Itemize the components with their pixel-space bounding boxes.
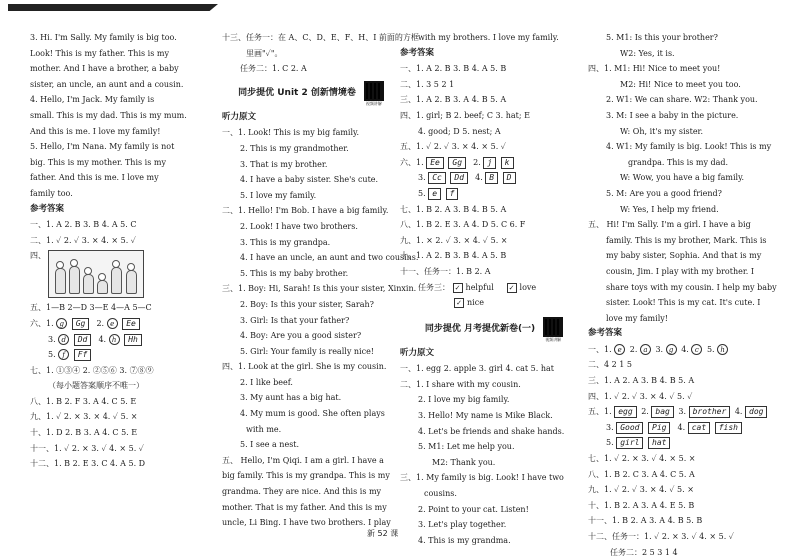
answer-line: 七、1. B 2. A 3. B 4. B 5. A bbox=[400, 204, 507, 214]
transcript-line: 3. That is my brother. bbox=[240, 159, 328, 169]
transcript-line: 3. This is my grandpa. bbox=[240, 237, 331, 247]
written-word: dog bbox=[745, 406, 767, 418]
item-number: 4. bbox=[681, 344, 689, 354]
text-line: my baby sister, Sophia. And that is my bbox=[606, 251, 762, 261]
qr-code[interactable] bbox=[543, 317, 563, 342]
transcript-line: 2. This is my grandmother. bbox=[240, 143, 349, 153]
written-letters: Hh bbox=[124, 334, 142, 346]
item-number: 一、1. bbox=[588, 344, 612, 354]
item-number: 2. bbox=[96, 318, 105, 328]
transcript-line: 5. This is my baby brother. bbox=[240, 268, 349, 278]
item-number: 六、1. bbox=[30, 318, 54, 328]
item-number: 3. bbox=[48, 334, 56, 344]
text-line: father. And this is me. I love my bbox=[30, 173, 159, 183]
answers-heading: 参考答案 bbox=[400, 47, 435, 58]
answer-line: 4. good; D 5. nest; A bbox=[418, 126, 501, 136]
text-line: family. This is my brother, Mark. This is bbox=[606, 235, 767, 245]
answer-line: 三、1. A 2. A 3. B 4. B 5. A bbox=[588, 376, 695, 386]
text-line: uncle, Li Bing. I have two brothers. I play bbox=[222, 518, 391, 528]
written-word: Pig bbox=[648, 422, 670, 434]
circled-letter: g bbox=[56, 318, 67, 329]
transcript-line: 一、1. egg 2. apple 3. girl 4. cat 5. hat bbox=[400, 364, 554, 374]
answer-letters-row bbox=[400, 155, 588, 171]
transcript-line: M2: Hi! Nice to meet you too. bbox=[620, 79, 741, 89]
transcript-line: 4. I have an uncle, an aunt and two cousins. bbox=[240, 253, 419, 263]
transcript-line: 四、1. Look at the girl. She is my cousin. bbox=[222, 362, 387, 372]
check-mark-icon: ✓ bbox=[507, 283, 517, 293]
item-number: 2. bbox=[473, 157, 481, 167]
answer-line: 九、1. × 2. ✓ 3. × 4. ✓ 5. × bbox=[400, 235, 508, 245]
item-number: 5. bbox=[48, 350, 56, 360]
transcript-line: 5. I love my family. bbox=[240, 190, 317, 200]
checkbox-word: nice bbox=[467, 298, 484, 308]
circled-letter: e bbox=[107, 318, 118, 329]
item-number: 3. bbox=[418, 173, 426, 183]
written-letters: Gg bbox=[72, 318, 90, 330]
transcript-line: 5. Girl: Your family is really nice! bbox=[240, 346, 375, 356]
text-line: 五、 Hello, I'm Qiqi. I am a girl. I have a bbox=[222, 455, 384, 465]
transcript-line: 3. My aunt has a big hat. bbox=[240, 393, 342, 403]
text-line: And this is me. I love my family! bbox=[30, 126, 161, 136]
passage-5 bbox=[30, 139, 226, 201]
task-line: 任务二：1. C 2. A bbox=[240, 64, 307, 74]
item-number: 3. bbox=[678, 407, 687, 417]
written-letters: Gg bbox=[448, 157, 466, 169]
transcript-line: 5. M: Are you a good friend? bbox=[606, 188, 722, 198]
answer-line: 十、1. D 2. B 3. A 4. C 5. E bbox=[30, 428, 138, 438]
item-number: 4. bbox=[475, 173, 483, 183]
answer-line: 十一、1. ✓ 2. × 3. ✓ 4. × 5. ✓ bbox=[30, 443, 144, 453]
text-line: sister, an uncle, an aunt and a cousin. bbox=[30, 79, 184, 89]
task-line: 十三、任务一：在 A、C、D、E、F、H、I 前面的方框 bbox=[222, 33, 419, 42]
answer-line: 一、1. A 2. B 3. B 4. A 5. C bbox=[30, 220, 137, 230]
column-1 bbox=[30, 30, 226, 472]
written-word: bag bbox=[651, 406, 673, 418]
circled-letter: c bbox=[691, 344, 702, 355]
answer-line: 一、1. A 2. B 3. B 4. A 5. B bbox=[400, 64, 507, 74]
transcript-line: 3. Girl: Is that your father? bbox=[240, 315, 350, 325]
text-line: 4. Hello, I'm Jack. My family is bbox=[30, 95, 155, 105]
circled-letter: e bbox=[614, 344, 625, 355]
transcript-line: 二、1. Hello! I'm Bob. I have a big family. bbox=[222, 206, 389, 216]
transcript-line: 4. Let's be friends and shake hands. bbox=[418, 426, 565, 436]
written-letters: e bbox=[428, 188, 441, 200]
top-decoration-bar bbox=[8, 4, 218, 11]
transcript-line: 2. Look! I have two brothers. bbox=[240, 221, 358, 231]
transcript-line: 4. I have a baby sister. She's cute. bbox=[240, 175, 379, 185]
transcript-line: 三、1. Boy: Hi, Sarah! Is this your sister, Xinxin. bbox=[222, 284, 417, 294]
answer-line: 七、1. ✓ 2. × 3. ✓ 4. × 5. × bbox=[588, 454, 696, 464]
text-line: share toys with my cousin. I help my baby bbox=[606, 282, 777, 292]
checkbox-word: love bbox=[519, 282, 537, 292]
transcript-line: 5. M1: Is this your brother? bbox=[606, 33, 718, 42]
written-letters: j bbox=[483, 157, 496, 169]
answer-line: 任务二：2 5 3 1 4 bbox=[610, 547, 678, 557]
text-line: with my brothers. I love my family. bbox=[418, 33, 559, 42]
task-line: 里画"✓"。 bbox=[246, 48, 283, 58]
written-letters: Dd bbox=[74, 334, 92, 346]
transcript-line: 一、1. Look! This is my big family. bbox=[222, 128, 360, 138]
text-line: small. This is my dad. This is my mum. bbox=[30, 110, 187, 120]
answer-words-row bbox=[588, 404, 788, 420]
circled-letter: d bbox=[58, 334, 69, 345]
item-number: 4. bbox=[734, 407, 743, 417]
written-letters: Dd bbox=[450, 172, 468, 184]
qr-code[interactable] bbox=[364, 81, 384, 106]
text-line: mother. And I have a brother, a baby bbox=[30, 64, 179, 74]
written-letters: B bbox=[485, 172, 498, 184]
answer-line: 五、1—B 2—D 3—E 4—A 5—C bbox=[30, 303, 152, 313]
text-line: grandma. They are nice. And this is my bbox=[222, 487, 382, 497]
page-number-suffix: 课 bbox=[390, 529, 399, 538]
answers-heading: 参考答案 bbox=[30, 203, 65, 214]
listening-heading: 听力原文 bbox=[400, 347, 435, 358]
item-number: 2. bbox=[641, 407, 649, 417]
qr-label: 视频讲解 bbox=[365, 100, 382, 106]
answer-line: 七、1. ①③④ 2. ②⑤⑥ 3. ⑦⑧⑨ bbox=[30, 365, 154, 375]
written-letters: Cc bbox=[428, 172, 446, 184]
transcript-line: W: Oh, it's my sister. bbox=[620, 126, 704, 136]
written-word: egg bbox=[614, 406, 636, 418]
answer-letters-row bbox=[400, 170, 588, 186]
answer-line: 四、1. girl; B 2. beef; C 3. hat; E bbox=[400, 110, 530, 120]
item-number: 5. bbox=[418, 188, 426, 198]
answer-line: 十一、1. B 2. A 3. A 4. B 5. B bbox=[588, 516, 703, 526]
answer-line: 二、4 2 1 5 bbox=[588, 360, 632, 370]
transcript-line: 4. This is my grandma. bbox=[418, 535, 511, 545]
page-number bbox=[367, 528, 398, 539]
written-word: brother bbox=[689, 406, 731, 418]
written-letters: Ee bbox=[426, 157, 444, 169]
transcript-line: W2: Yes, it is. bbox=[620, 48, 675, 58]
answer-line: 八、1. B 2. C 3. A 4. C 5. A bbox=[588, 469, 695, 479]
text-line: big. This is my mother. This is my bbox=[30, 157, 166, 167]
check-mark-icon: ✓ bbox=[453, 283, 463, 293]
transcript-line: with me. bbox=[246, 424, 282, 434]
transcript-line: W: Wow, you have a big family. bbox=[620, 173, 745, 183]
circled-letter: h bbox=[109, 334, 120, 345]
answer-line: 十一、任务一：1. B 2. A bbox=[400, 266, 491, 276]
written-word: Good bbox=[616, 422, 643, 434]
answer-line: 十二、任务一：1. ✓ 2. × 3. ✓ 4. × 5. ✓ bbox=[588, 532, 734, 541]
text-line: mother. That is my father. And this is my bbox=[222, 502, 387, 512]
text-line: sister. Look! This is my cat. It's cute. I bbox=[606, 298, 761, 308]
circled-letter: f bbox=[58, 349, 69, 360]
answer-letters-row bbox=[30, 316, 226, 332]
written-word: girl bbox=[616, 437, 643, 449]
transcript-line: 4. W1: My family is big. Look! This is my bbox=[606, 142, 772, 152]
transcript-line: 四、1. M1: Hi! Nice to meet you! bbox=[588, 64, 721, 74]
transcript-line: grandpa. This is my dad. bbox=[628, 157, 729, 167]
transcript-line: 2. Point to your cat. Listen! bbox=[418, 504, 529, 514]
family-picture-image bbox=[48, 250, 144, 298]
item-number: 2. bbox=[629, 344, 638, 354]
item-number: 六、1. bbox=[400, 157, 424, 167]
transcript-line: 4. My mum is good. She often plays bbox=[240, 409, 385, 419]
answer-letters-row bbox=[400, 186, 588, 202]
transcript-line: 2. I love my big family. bbox=[418, 395, 510, 405]
column-4 bbox=[588, 30, 788, 560]
transcript-line: 三、1. My family is big. Look! I have two bbox=[400, 473, 564, 483]
answer-line: 十、1. B 2. A 3. A 4. E 5. B bbox=[588, 500, 695, 510]
check-mark-icon: ✓ bbox=[454, 298, 464, 308]
answer-line: 三、1. A 2. B 3. A 4. B 5. A bbox=[400, 95, 507, 105]
transcript-line: 二、1. I share with my cousin. bbox=[400, 379, 521, 389]
transcript-line: cousins. bbox=[424, 489, 457, 499]
item-number: 5. bbox=[706, 344, 715, 354]
task-label: 任务三： bbox=[418, 282, 450, 292]
text-line: cousin, Jim. I play with my brother. I bbox=[606, 266, 755, 276]
answer-line: 九、1. ✓ 2. ✓ 3. × 4. ✓ 5. × bbox=[588, 485, 694, 495]
transcript-line: 2. Boy: Is this your sister, Sarah? bbox=[240, 299, 374, 309]
section-title-row bbox=[400, 317, 588, 342]
written-letters: Ee bbox=[122, 318, 140, 330]
passage-5 bbox=[588, 217, 788, 326]
answer-line: 十、1. A 2. B 3. B 4. A 5. B bbox=[400, 251, 507, 261]
answer-checkbox-row bbox=[400, 295, 588, 311]
column-3 bbox=[400, 30, 588, 548]
answer-checkbox-row bbox=[400, 280, 588, 296]
transcript-line: 2. W1: We can share. W2: Thank you. bbox=[606, 95, 758, 105]
answer-line: 五、1. ✓ 2. ✓ 3. × 4. × 5. ✓ bbox=[400, 142, 506, 152]
transcript-line: 2. I like beef. bbox=[240, 377, 293, 387]
passage-5 bbox=[222, 453, 400, 531]
answer-picture-row bbox=[30, 248, 226, 300]
section-title-row bbox=[222, 81, 400, 106]
answer-words-row bbox=[588, 435, 788, 451]
answer-note: （每小题答案顺序不唯一） bbox=[48, 381, 144, 391]
text-line: big family. This is my grandpa. This is my bbox=[222, 471, 390, 481]
transcript-line: 3. M: I see a baby in the picture. bbox=[606, 110, 739, 120]
text-line: Look! This is my father. This is my bbox=[30, 48, 169, 58]
text-line: family too. bbox=[30, 188, 73, 198]
qr-code-icon bbox=[364, 81, 384, 101]
answer-line: 二、1. ✓ 2. ✓ 3. × 4. × 5. ✓ bbox=[30, 235, 136, 245]
item-number: 五、1. bbox=[588, 407, 612, 417]
transcript-line: 4. Boy: Are you a good sister? bbox=[240, 331, 362, 341]
written-word: fish bbox=[715, 422, 742, 434]
item-number: 4. bbox=[98, 334, 107, 344]
answer-letters-row bbox=[30, 347, 226, 363]
transcript-line: 5. M1: Let me help you. bbox=[418, 442, 515, 452]
passage-3 bbox=[30, 30, 226, 92]
section-title: 同步提优 月考提优新卷(一) bbox=[424, 324, 536, 335]
answer-line: 十二、1. B 2. E 3. C 4. A 5. D bbox=[30, 459, 146, 469]
answers-heading: 参考答案 bbox=[588, 328, 623, 339]
answer-words-row bbox=[588, 420, 788, 436]
answer-line: 四、1. ✓ 2. ✓ 3. × 4. ✓ 5. ✓ bbox=[588, 391, 693, 401]
qr-label: 视频讲解 bbox=[545, 336, 562, 342]
checkbox-word: helpful bbox=[465, 282, 494, 292]
transcript-line: 3. Hello! My name is Mike Black. bbox=[418, 411, 553, 421]
written-letters: k bbox=[501, 157, 514, 169]
text-line: 3. Hi. I'm Sally. My family is big too. bbox=[30, 33, 177, 42]
transcript-line: W: Yes, I help my friend. bbox=[620, 204, 719, 214]
page-number-prefix: 新 bbox=[367, 529, 375, 538]
item-number: 4. bbox=[677, 422, 686, 432]
passage-4 bbox=[30, 92, 226, 139]
item-number: 3. bbox=[606, 422, 614, 432]
circled-letter: h bbox=[717, 344, 728, 355]
answer-circles-row bbox=[588, 342, 788, 358]
transcript-line: 3. Let's play together. bbox=[418, 520, 507, 530]
circled-letter: g bbox=[666, 344, 677, 355]
text-line: 5. Hello, I'm Nana. My family is not bbox=[30, 142, 175, 152]
transcript-line: M2: Thank you. bbox=[432, 457, 496, 467]
written-word: cat bbox=[688, 422, 710, 434]
answer-line: 八、1. B 2. E 3. A 4. D 5. C 6. F bbox=[400, 220, 526, 230]
written-letters: f bbox=[446, 188, 459, 200]
answer-line: 二、1. 3 5 2 1 bbox=[400, 79, 455, 89]
written-letters: Ff bbox=[74, 349, 92, 361]
section-title: 同步提优 Unit 2 创新情境卷 bbox=[238, 88, 356, 99]
text-line: love my family! bbox=[606, 313, 668, 323]
page-number-value: 52 bbox=[377, 529, 388, 538]
listening-heading: 听力原文 bbox=[222, 111, 257, 122]
item-number: 5. bbox=[606, 438, 614, 448]
answer-letters-row bbox=[30, 332, 226, 348]
answer-line: 八、1. B 2. F 3. A 4. C 5. E bbox=[30, 396, 137, 406]
qr-code-icon bbox=[543, 317, 563, 337]
text-line: 五、 Hi! I'm Sally. I'm a girl. I have a big bbox=[588, 220, 751, 230]
circled-letter: a bbox=[640, 344, 651, 355]
answer-label: 四、 bbox=[30, 251, 46, 261]
written-word: hat bbox=[648, 437, 670, 449]
transcript-line: 5. I see a nest. bbox=[240, 440, 300, 450]
answer-line: 九、1. ✓ 2. × 3. × 4. ✓ 5. × bbox=[30, 412, 138, 422]
written-letters: D bbox=[503, 172, 516, 184]
item-number: 3. bbox=[655, 344, 664, 354]
